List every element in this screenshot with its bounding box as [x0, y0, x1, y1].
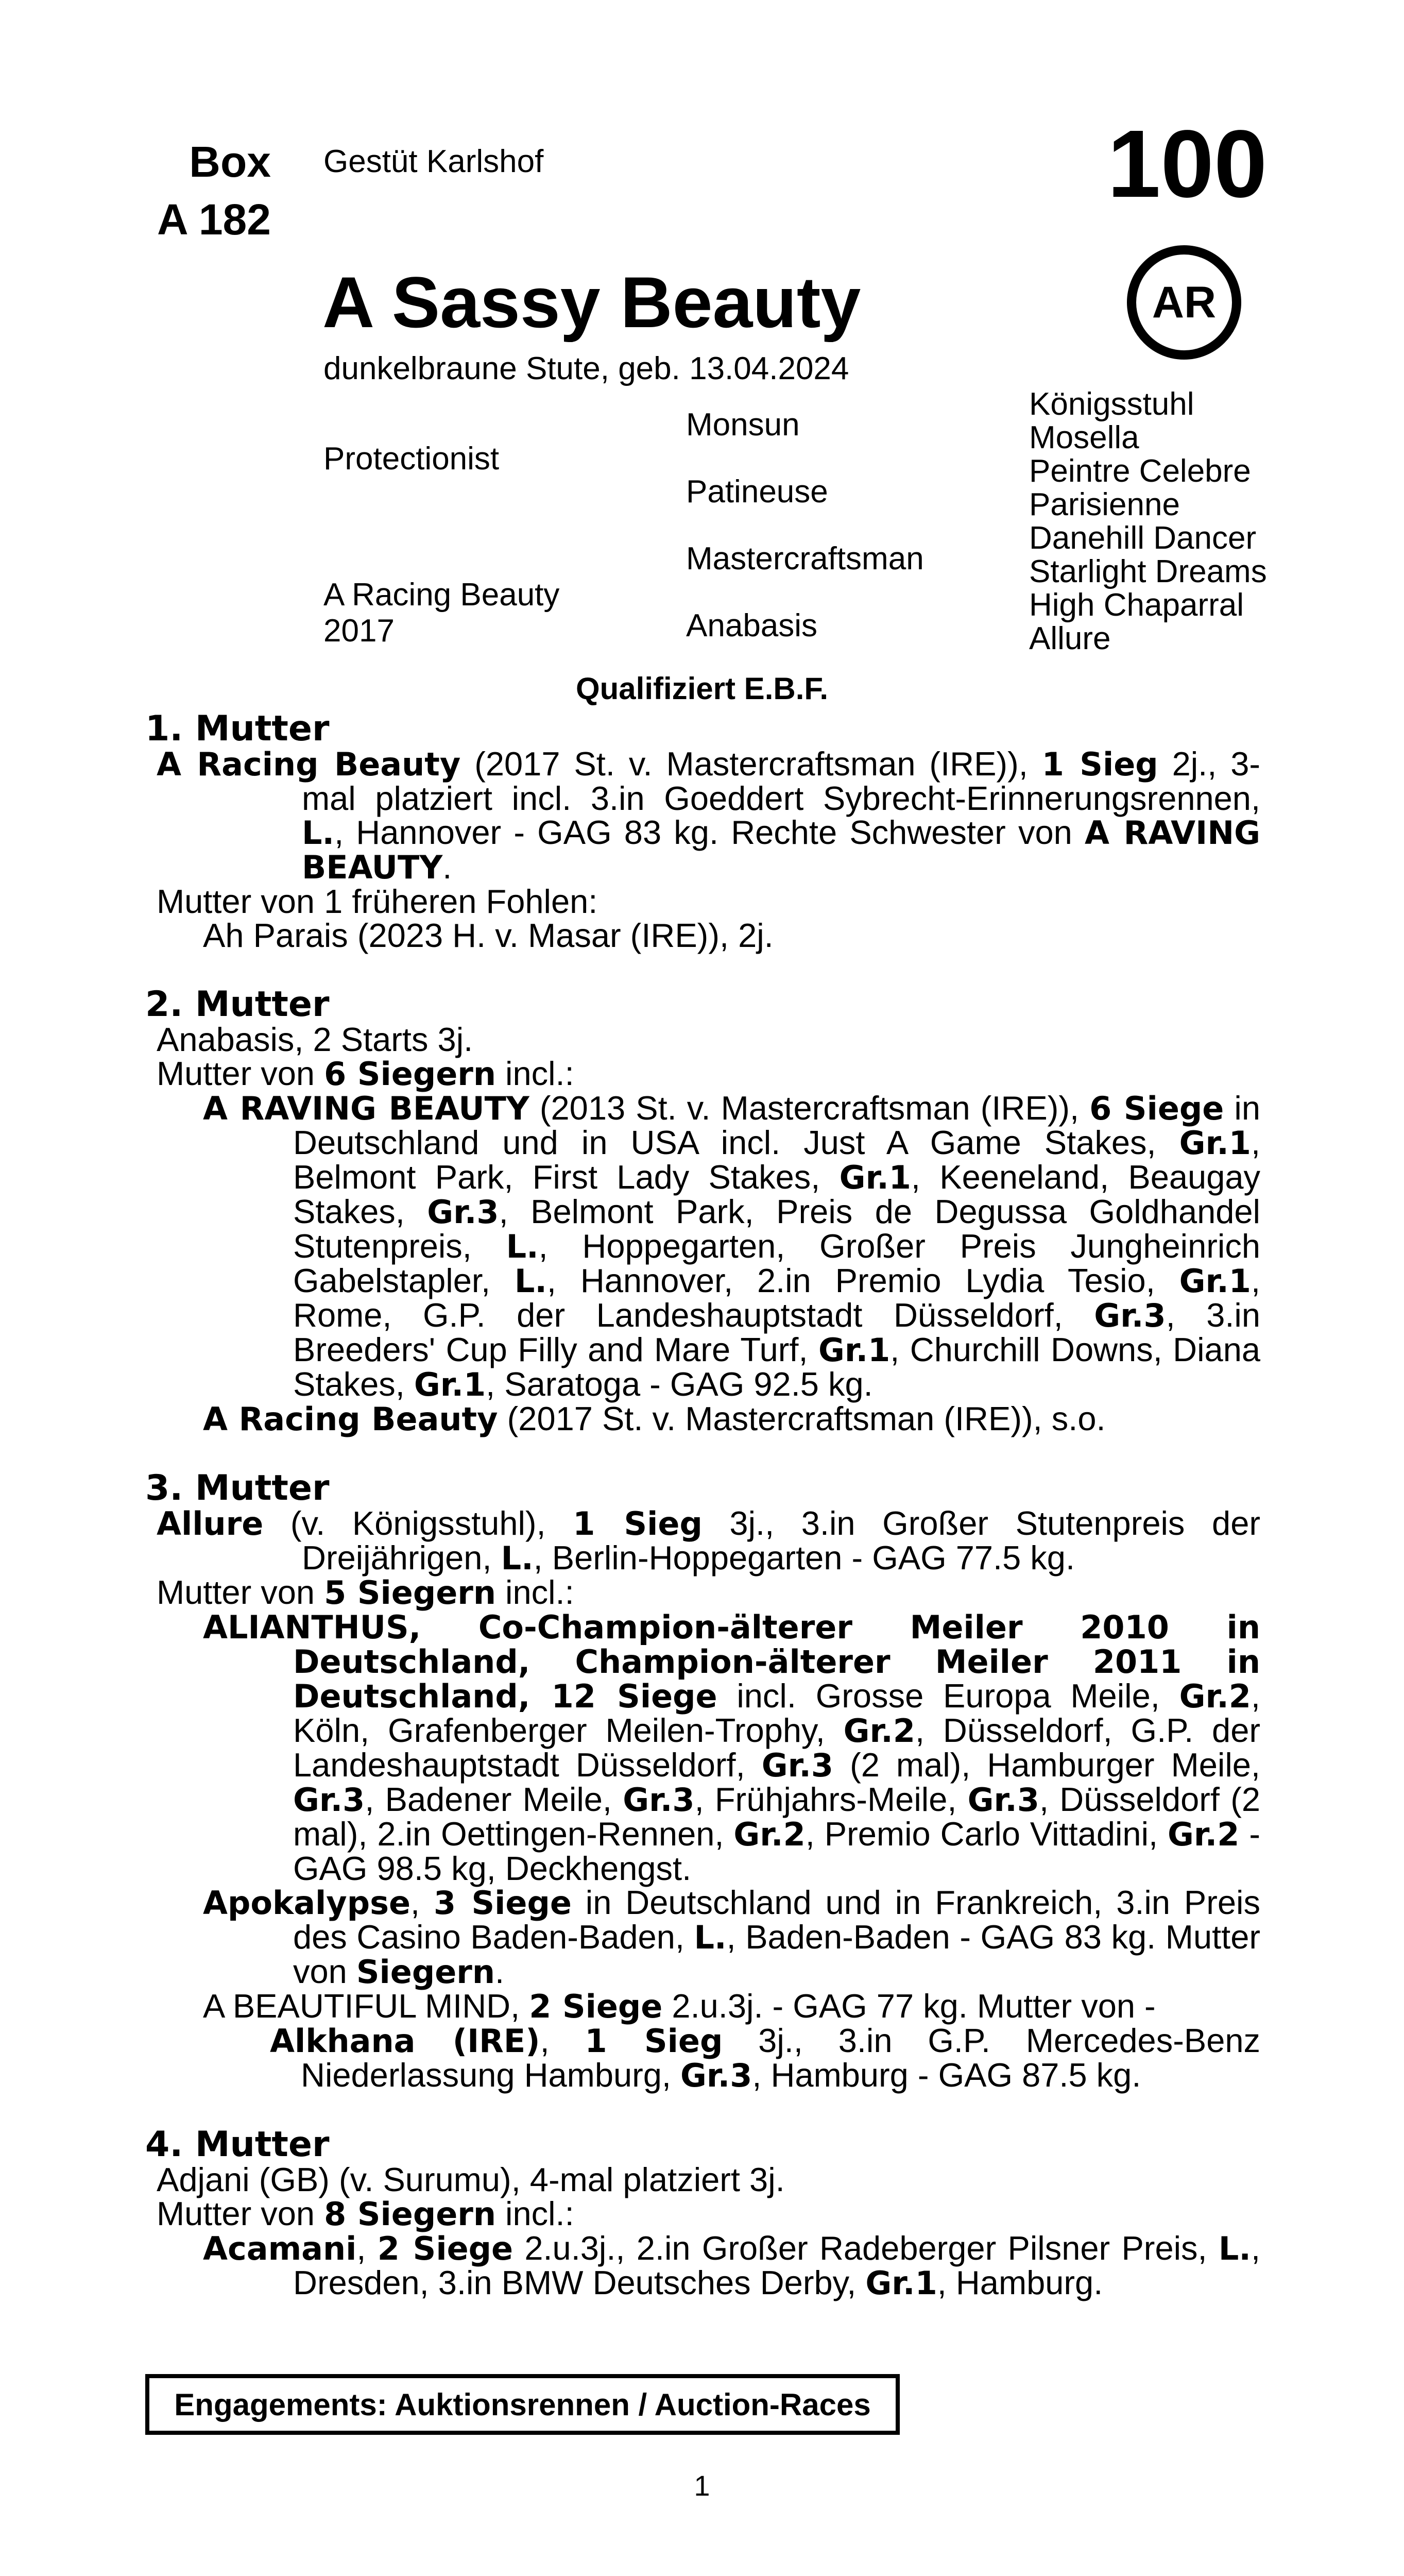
- horse-name-bold: A Racing Beauty: [157, 745, 461, 783]
- entry-bold: Gr.1: [1179, 1262, 1251, 1300]
- entry-bold: L.: [1218, 2230, 1251, 2267]
- entry-bold: L.: [501, 1539, 534, 1577]
- pedigree-dam-name: A Racing Beauty: [323, 577, 560, 613]
- entry-text: .: [494, 1953, 505, 1990]
- entry-bold: Gr.3: [967, 1781, 1039, 1819]
- entry-text: , Frühjahrs-Meile,: [694, 1781, 968, 1818]
- entry-text: - GAG 98.5 kg, Deckhengst.: [293, 1815, 1260, 1887]
- entry-text: incl. Grosse Europa Meile,: [717, 1677, 1179, 1715]
- entry-text: , 3.in Breeders' Cup Filly and Mare Turf,: [293, 1296, 1260, 1368]
- entry-bold: 2 Siege: [529, 1988, 663, 2025]
- entry-text: Mutter von: [157, 1573, 324, 1611]
- horse-name-bold: Apokalypse: [203, 1884, 411, 1922]
- ar-badge: AR: [1127, 245, 1241, 360]
- pedigree-ggp: High Chaparral: [1029, 587, 1244, 623]
- horse-name-bold: Allure: [157, 1505, 264, 1543]
- pedigree-ggp: Mosella: [1029, 420, 1139, 455]
- box-label: [139, 133, 271, 248]
- pedigree-ggp: Allure: [1029, 621, 1111, 656]
- entry-text: in Deutschland und in USA incl. Just A Game Stakes,: [293, 1089, 1261, 1161]
- horse-name-bold: A RAVING BEAUTY: [203, 1090, 529, 1127]
- entry-text: (2 mal), Hamburger Meile,: [833, 1746, 1260, 1784]
- entry-text: , Hoppegarten, Großer Preis Jungheinrich Gabelstapler,: [293, 1227, 1260, 1299]
- pedigree-ggp: Parisienne: [1029, 487, 1180, 522]
- engagements-box: Engagements: Auktionsrennen / Auction-Races: [145, 2374, 900, 2435]
- pedigree-gp-3: Mastercraftsman: [686, 541, 924, 577]
- horse-name-bold: A Racing Beauty: [203, 1400, 498, 1438]
- pedigree-ggp: Starlight Dreams: [1029, 554, 1267, 589]
- pedigree-gp-2: Patineuse: [686, 474, 828, 510]
- pedigree-dam-year: 2017: [323, 613, 395, 649]
- entry-text: Mutter von: [157, 2195, 324, 2232]
- entry-bold: Gr.3: [427, 1193, 499, 1231]
- entry-text: , Köln, Grafenberger Meilen-Trophy,: [293, 1677, 1260, 1749]
- entry-text: 2.u.3j., 2.in Großer Radeberger Pilsner Preis,: [513, 2229, 1219, 2267]
- entry-bold: Gr.3: [761, 1747, 834, 1784]
- entry-bold: Gr.3: [293, 1781, 365, 1819]
- pedigree-ggp: Peintre Celebre: [1029, 453, 1251, 489]
- entry-text: incl.:: [495, 1573, 574, 1611]
- entry-text: (2017 St. v. Mastercraftsman (IRE)),: [460, 745, 1042, 783]
- horse-name-bold: Acamani: [203, 2230, 357, 2267]
- pedigree-gp-1: Monsun: [686, 407, 800, 443]
- entry-text: incl.:: [495, 1055, 574, 1092]
- pedigree-sire: Protectionist: [323, 441, 500, 477]
- box-number: A 182: [157, 195, 271, 244]
- section-title-4: 4. Mutter: [145, 2124, 330, 2165]
- winners-count: [157, 1575, 1260, 1610]
- entry-bold: 8 Siegern: [324, 2195, 496, 2233]
- entry-text: , Düsseldorf, G.P. der Landeshauptstadt Düsseldorf,: [293, 1711, 1260, 1784]
- lot-number: 100: [1107, 111, 1268, 217]
- entry-text: 2.u.3j. - GAG 77 kg. Mutter von -: [662, 1987, 1156, 2025]
- qualification: Qualifiziert E.B.F.: [575, 671, 829, 706]
- entry-text: , Premio Carlo Vittadini,: [805, 1815, 1168, 1853]
- entry-bold: L.: [514, 1262, 547, 1300]
- entry-text: , Berlin-Hoppegarten - GAG 77.5 kg.: [533, 1539, 1075, 1577]
- foal-count: Mutter von 1 früheren Fohlen:: [157, 883, 598, 920]
- entry-text: , Rome, G.P. der Landeshauptstadt Düsseldorf,: [293, 1262, 1260, 1334]
- horse-name-bold: Alkhana (IRE): [270, 2022, 540, 2060]
- pedigree-great-grandparents: [1029, 387, 1267, 655]
- entry-text: A BEAUTIFUL MIND,: [203, 1987, 529, 2025]
- entry-text: 2j., 3-mal platziert incl. 3.in Goeddert Sybrecht-Erinnerungsrennen,: [302, 745, 1260, 817]
- entry-text: , Belmont Park, Preis de Degussa Goldhandel Stutenpreis,: [293, 1193, 1260, 1265]
- entry-bold: 2 Siege: [377, 2230, 513, 2267]
- entry-bold: L.: [506, 1228, 539, 1265]
- entry-anabasis: Anabasis, 2 Starts 3j.: [157, 1021, 473, 1058]
- foal-entry: Ah Parais (2023 H. v. Masar (IRE)), 2j.: [203, 917, 774, 954]
- entry-bold: Gr.1: [1179, 1124, 1251, 1162]
- pedigree-dam: [323, 577, 559, 649]
- entry-bold: Siegern: [356, 1953, 495, 1991]
- entry-bold: L.: [694, 1919, 727, 1956]
- entry-text: ,: [356, 2229, 378, 2267]
- entry-alkhana: [270, 2024, 1260, 2093]
- entry-bold: 3 Siege: [433, 1884, 572, 1922]
- entry-alianthus: [203, 1610, 1260, 1886]
- entry-apokalypse: [203, 1886, 1260, 1989]
- pedigree-ggp: Königsstuhl: [1029, 386, 1194, 422]
- entry-text: , Düsseldorf (2 mal), 2.in Oettingen-Rennen,: [293, 1781, 1260, 1853]
- entry-bold: Gr.2: [1179, 1677, 1251, 1715]
- entry-bold: Gr.2: [733, 1816, 806, 1853]
- entry-bold: Gr.2: [1168, 1816, 1240, 1853]
- entry-text: , Keeneland, Beaugay Stakes,: [293, 1158, 1261, 1230]
- entry-text: , Hannover - GAG 83 kg. Rechte Schwester von: [334, 814, 1085, 851]
- entry-text: , Belmont Park, First Lady Stakes,: [293, 1124, 1260, 1196]
- entry-text: , Hamburg - GAG 87.5 kg.: [752, 2056, 1141, 2094]
- entry-bold: Gr.2: [843, 1712, 915, 1750]
- entry-text: , Saratoga - GAG 92.5 kg.: [486, 1365, 873, 1403]
- entry-bold: 5 Siegern: [324, 1574, 496, 1612]
- entry-text: , Badener Meile,: [365, 1781, 623, 1818]
- entry-a-beautiful-mind: [203, 1989, 1260, 2024]
- entry-adjani: Adjani (GB) (v. Surumu), 4-mal platziert 3j.: [157, 2161, 785, 2198]
- entry-bold: Gr.1: [414, 1366, 486, 1403]
- horse-name: A Sassy Beauty: [322, 262, 861, 343]
- entry-text: ,: [410, 1884, 434, 1921]
- entry-a-raving-beauty: [203, 1091, 1260, 1402]
- entry-bold: A RAVING BEAUTY: [302, 814, 1260, 886]
- entry-text: incl.:: [495, 2195, 574, 2232]
- section-title-1: 1. Mutter: [145, 708, 330, 749]
- entry-text: ,: [540, 2022, 585, 2059]
- section-title-2: 2. Mutter: [145, 984, 330, 1025]
- entry-allure: [157, 1506, 1260, 1575]
- entry-bold: 6 Siege: [1089, 1090, 1224, 1127]
- entry-bold: 1 Sieg: [573, 1505, 703, 1543]
- entry-text: 3j., 3.in G.P. Mercedes-Benz Niederlassung Hamburg,: [301, 2022, 1261, 2094]
- entry-text: .: [442, 848, 452, 886]
- entry-text: , Dresden, 3.in BMW Deutsches Derby,: [293, 2229, 1260, 2301]
- entry-bold: Gr.3: [1094, 1297, 1166, 1334]
- entry-bold: Gr.1: [865, 2264, 937, 2302]
- pedigree-ggp: Danehill Dancer: [1029, 520, 1257, 556]
- entry-bold: Gr.3: [623, 1781, 695, 1819]
- entry-bold: L.: [302, 814, 335, 852]
- horse-description: dunkelbraune Stute, geb. 13.04.2024: [323, 351, 849, 386]
- entry-text: (2013 St. v. Mastercraftsman (IRE)),: [529, 1089, 1090, 1127]
- winners-count: [157, 1057, 1260, 1091]
- entry-text: 3j., 3.in Großer Stutenpreis der Dreijährigen,: [302, 1504, 1260, 1577]
- entry-text: , Churchill Downs, Diana Stakes,: [293, 1331, 1260, 1403]
- entry-acamani: [203, 2231, 1260, 2300]
- entry-text: , Hamburg.: [937, 2264, 1103, 2301]
- entry-bold: 6 Siegern: [324, 1055, 496, 1093]
- pedigree-gp-4: Anabasis: [686, 608, 818, 643]
- breeder: Gestüt Karlshof: [323, 144, 544, 179]
- entry-a-racing-beauty-ref: [203, 1402, 1260, 1436]
- dam-line-content: [145, 708, 1261, 2302]
- entry-text: in Deutschland und in Frankreich, 3.in Preis des Casino Baden-Baden,: [293, 1884, 1260, 1956]
- box-title: Box: [189, 138, 271, 186]
- entry-bold: Gr.1: [839, 1159, 911, 1196]
- horse-name-bold: ALIANTHUS, Co-Champion-älterer Meiler 2010 in Deutschland, Champion-älterer Meiler 2011 in Deutschland, 12 Siege: [203, 1608, 1260, 1715]
- entry-bold: 1 Sieg: [585, 2022, 723, 2060]
- winners-count: [157, 2197, 1260, 2231]
- entry-text: , Baden-Baden - GAG 83 kg. Mutter von: [293, 1918, 1261, 1990]
- entry-text: (v. Königsstuhl),: [263, 1504, 573, 1542]
- entry-a-racing-beauty: [157, 747, 1260, 885]
- entry-text: (2017 St. v. Mastercraftsman (IRE)), s.o.: [498, 1400, 1106, 1437]
- entry-bold: Gr.3: [680, 2057, 752, 2094]
- entry-text: Mutter von: [157, 1055, 324, 1092]
- entry-bold: 1 Sieg: [1041, 745, 1158, 783]
- entry-text: , Hannover, 2.in Premio Lydia Tesio,: [546, 1262, 1179, 1299]
- page-number: 1: [694, 2469, 710, 2502]
- entry-bold: Gr.1: [818, 1331, 891, 1369]
- section-title-3: 3. Mutter: [145, 1468, 330, 1509]
